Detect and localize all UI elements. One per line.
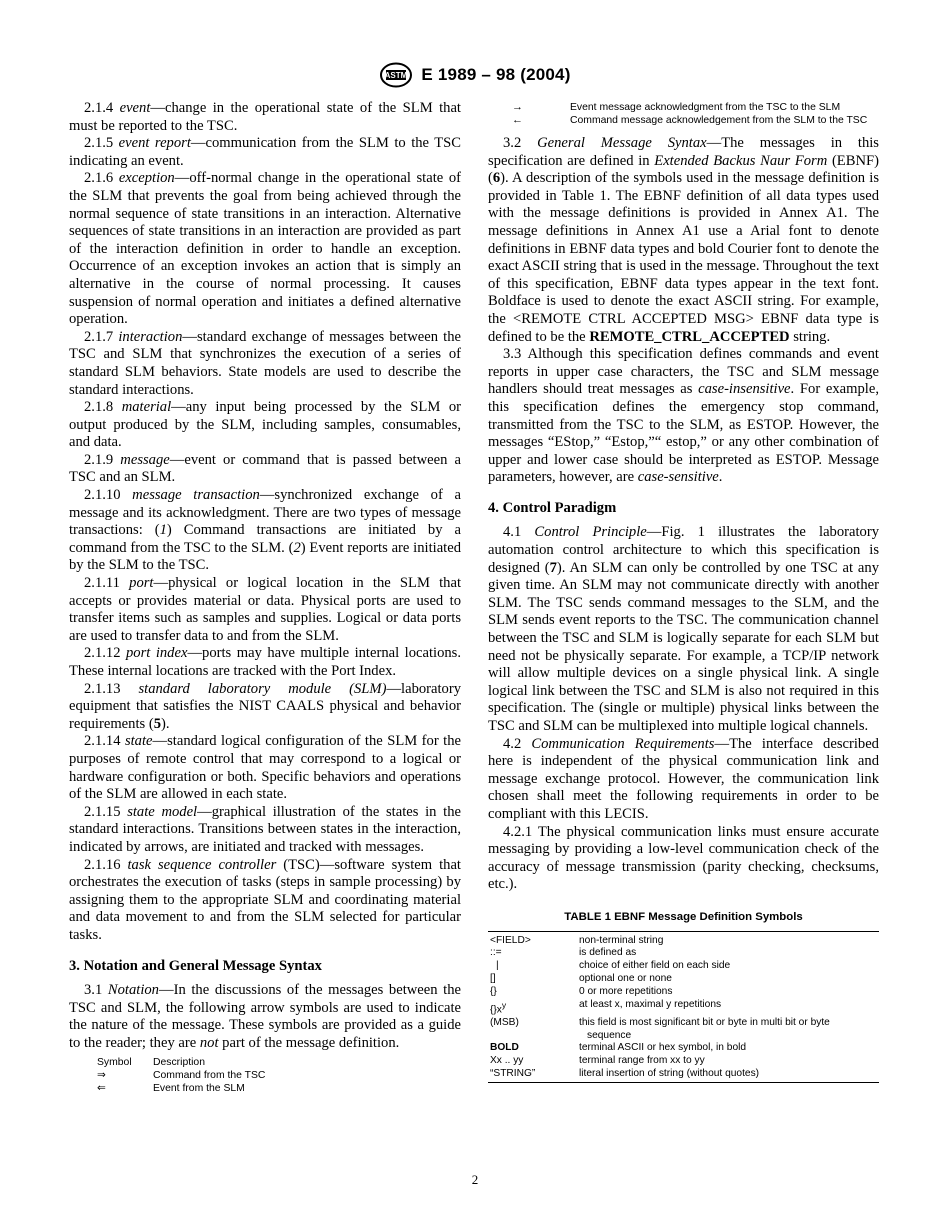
definition-2-1-9: 2.1.9 message—event or command that is passed between a TSC and an SLM.	[69, 451, 461, 486]
paragraph-4-2-1: 4.2.1 The physical communication links must ensure accurate messaging by providing a low-level communication check of the accuracy of message transmission (parity checking, checksums, etc.).	[488, 823, 879, 893]
definition-2-1-8: 2.1.8 material—any input being processed by the SLM or output produced by the SLM, including samples, consumables, and data.	[69, 399, 461, 451]
table-row	[488, 947, 879, 960]
section-3-heading: 3. Notation and General Message Syntax	[69, 957, 322, 974]
arrow-description: Command message acknowledgement from the SLM to the TSC	[570, 115, 868, 126]
definition-2-1-11: 2.1.11 port—physical or logical location in the SLM that accepts or provides material or data. Physical ports are used to transfer items such as samples and supplies. Logical or data ports are used to transfer data to and from the SLM.	[69, 575, 462, 644]
table-header-row	[97, 1056, 265, 1069]
ebnf-symbol: |	[496, 960, 499, 972]
arrow-symbol-table	[97, 1056, 265, 1095]
ebnf-symbol: Xx .. yy	[490, 1055, 524, 1067]
table-row	[512, 114, 867, 127]
svg-text:ASTM: ASTM	[385, 71, 408, 81]
arrow-symbol: ⇒	[97, 1070, 106, 1082]
left-column	[69, 100, 461, 1103]
definition-2-1-4: 2.1.4 event—change in the operational state of the SLM that must be reported to the TSC.	[69, 100, 461, 134]
ebnf-symbol: (MSB)	[490, 1016, 519, 1028]
ebnf-symbol: ::=	[490, 947, 502, 959]
ebnf-symbol: []	[490, 972, 496, 984]
table-row	[488, 1042, 879, 1055]
paragraph-3-2: 3.2 General Message Syntax—The messages in this specification are defined in Extended Backus Naur Form (EBNF) (6). A description of the symbols used in the message definition is provided in Table 1. The EBNF definition of all data types used with the message definitions is provided in Annex A1. The message definitions in Annex A1 use a Arial font to denote definitions in EBNF data types and bold Courier font to denote the exact ASCII string that is used in the message. Throughout the text of this specification, EBNF data types appear in the text font. Boldface is used to denote the exact ASCII string. For example, the <REMOTE CTRL ACCEPTED MSG> EBNF data type is defined to be the REMOTE_CTRL_ACCEPTED string.	[488, 135, 879, 345]
section-4-heading: 4. Control Paradigm	[488, 499, 617, 516]
arrow-symbol: ⇐	[97, 1083, 106, 1095]
ebnf-meaning: optional one or none	[579, 972, 672, 984]
page-number: 2	[471, 1172, 479, 1187]
column-header-symbol: Symbol	[97, 1057, 132, 1069]
table-row	[488, 1017, 879, 1043]
table-row	[488, 931, 879, 947]
table-row	[97, 1082, 265, 1095]
paragraph-4-1: 4.1 Control Principle—Fig. 1 illustrates the laboratory automation control architecture to which this specification is designed (7). An SLM can only be controlled by one TSC at any given time. An SLM may not communicate directly with another SLM. The TSC sends command messages to the SLM, and the SLM sends event reports to the TSC. The communication channel between the TSC and SLM is logically separate for each SLM but need not be physically separate. For example, a TCP/IP network will allow multiple devices on a single physical link. A single logical link between the TSC and SLM is also not required in this specification. The (single or multiple) physical links between the TSC and SLM can be multiplexed into multiple logical channels.	[488, 524, 879, 734]
table-row	[488, 986, 879, 999]
ebnf-symbol: <FIELD>	[490, 934, 531, 946]
arrow-symbol: ←	[512, 114, 523, 126]
ebnf-symbol: $\{\}x^y$	[490, 999, 507, 1015]
definition-2-1-6: 2.1.6 exception—off-normal change in the operational state of the SLM that prevents the goal from being achieved through the normal sequence of state transitions in an interaction. Alternative sequences of state transitions in an interaction are provided as part of the interaction definition in order to handle an exception. Occurrence of an exception invokes an action that is simply an alternative in the course of normal processing. It causes suspension of normal operation and initiates a defined alternative operation.	[69, 170, 462, 328]
table-row	[488, 973, 879, 986]
paragraph-3-3: 3.3 Although this specification defines commands and event reports in upper case characters, the TSC and SLM message handlers should treat messages as case-insensitive. For example, this specification defines the emergency stop command, transmitted from the TSC to the SLM, as ESTOP. However, the messages “EStop,” “Estop,”“ estop,” or any other combination of upper and lower case should be interpreted as ESTOP. Message parameters, however, are case-sensitive.	[488, 346, 879, 486]
ebnf-meaning: literal insertion of string (without quotes)	[579, 1067, 760, 1079]
definition-2-1-15: 2.1.15 state model—graphical illustration of the states in the standard interactions. Transitions between states in the interaction, indicated by arrows, are initiated and tracked with messages.	[69, 803, 461, 855]
arrow-description: Event from the SLM	[153, 1083, 245, 1095]
ebnf-meaning: this field is most significant bit or byte in multi bit or byte sequence	[579, 1016, 830, 1041]
ebnf-symbol: “STRING”	[490, 1067, 536, 1079]
definition-2-1-12: 2.1.12 port index—ports may have multiple internal locations. These internal locations are tracked with the Port Index.	[69, 645, 461, 679]
definition-2-1-16: 2.1.16 task sequence controller (TSC)—software system that orchestrates the execution of tasks (steps in sample processing) by assigning them to the appropriate SLM and coordinating material and data movement to and from the SLM selected for particular tasks.	[69, 856, 461, 943]
right-column	[488, 101, 879, 1083]
ebnf-meaning: at least x, maximal y repetitions	[579, 998, 722, 1010]
acknowledgment-arrow-table	[512, 101, 867, 127]
column-header-description: Description	[153, 1057, 205, 1069]
definition-2-1-5: 2.1.5 event report—communication from the SLM to the TSC indicating an event.	[69, 135, 461, 169]
ebnf-meaning: 0 or more repetitions	[579, 985, 673, 997]
definition-2-1-7: 2.1.7 interaction—standard exchange of messages between the TSC and SLM that synchronizes the execution of a series of standard SLM behaviors. State models are used to describe the standard interactions.	[69, 328, 461, 398]
paragraph-4-2: 4.2 Communication Requirements—The interface described here is independent of the physical communication link and message exchange protocol. However, the communication link chosen shall meet the following requirements in order to be compliant with this LECIS.	[488, 735, 879, 822]
ebnf-meaning: is defined as	[579, 947, 637, 959]
arrow-symbol: →	[512, 101, 523, 113]
arrow-description: Command from the TSC	[153, 1070, 266, 1082]
table-row	[488, 1068, 879, 1082]
arrow-description: Event message acknowledgment from the TSC to the SLM	[570, 102, 841, 113]
definition-2-1-13: 2.1.13 standard laboratory module (SLM)—laboratory equipment that satisfies the NIST CAALS physical and behavior requirements (5).	[69, 680, 462, 732]
table-row	[488, 999, 879, 1017]
standard-designation: E 1989 – 98 (2004)	[421, 65, 571, 84]
ebnf-meaning: terminal range from xx to yy	[579, 1055, 705, 1067]
ebnf-symbol: {}	[490, 985, 497, 997]
ebnf-meaning: choice of either field on each side	[579, 960, 731, 972]
ebnf-meaning: terminal ASCII or hex symbol, in bold	[579, 1042, 747, 1054]
table-row	[97, 1069, 265, 1082]
table-row	[512, 101, 867, 114]
definition-2-1-10: 2.1.10 message transaction—synchronized exchange of a message and its acknowledgment. There are two types of message transactions: (1) Command transactions are initiated by a command from the TSC to the SLM. (2) Event reports are initiated by the SLM to the TSC.	[69, 487, 462, 574]
ebnf-symbol-table	[488, 931, 879, 1083]
paragraph-3-1: 3.1 Notation—In the discussions of the messages between the TSC and SLM, the following arrow symbols are used to indicate the nature of the message. These symbols are provided as a guide to the reader; they are not part of the message definition.	[69, 982, 461, 1051]
astm-logo-icon	[379, 62, 413, 88]
definition-2-1-14: 2.1.14 state—standard logical configuration of the SLM for the purposes of remote control that may correspond to a logical or hardware configuration or both. Specific behaviors and operations of the SLM are allowed in each state.	[69, 733, 461, 803]
table-1-title: TABLE 1 EBNF Message Definition Symbols	[564, 910, 803, 923]
table-row	[488, 1055, 879, 1068]
page-header	[0, 62, 950, 93]
table-row	[488, 960, 879, 973]
ebnf-symbol: BOLD	[490, 1042, 519, 1054]
ebnf-meaning: non-terminal string	[579, 934, 664, 946]
